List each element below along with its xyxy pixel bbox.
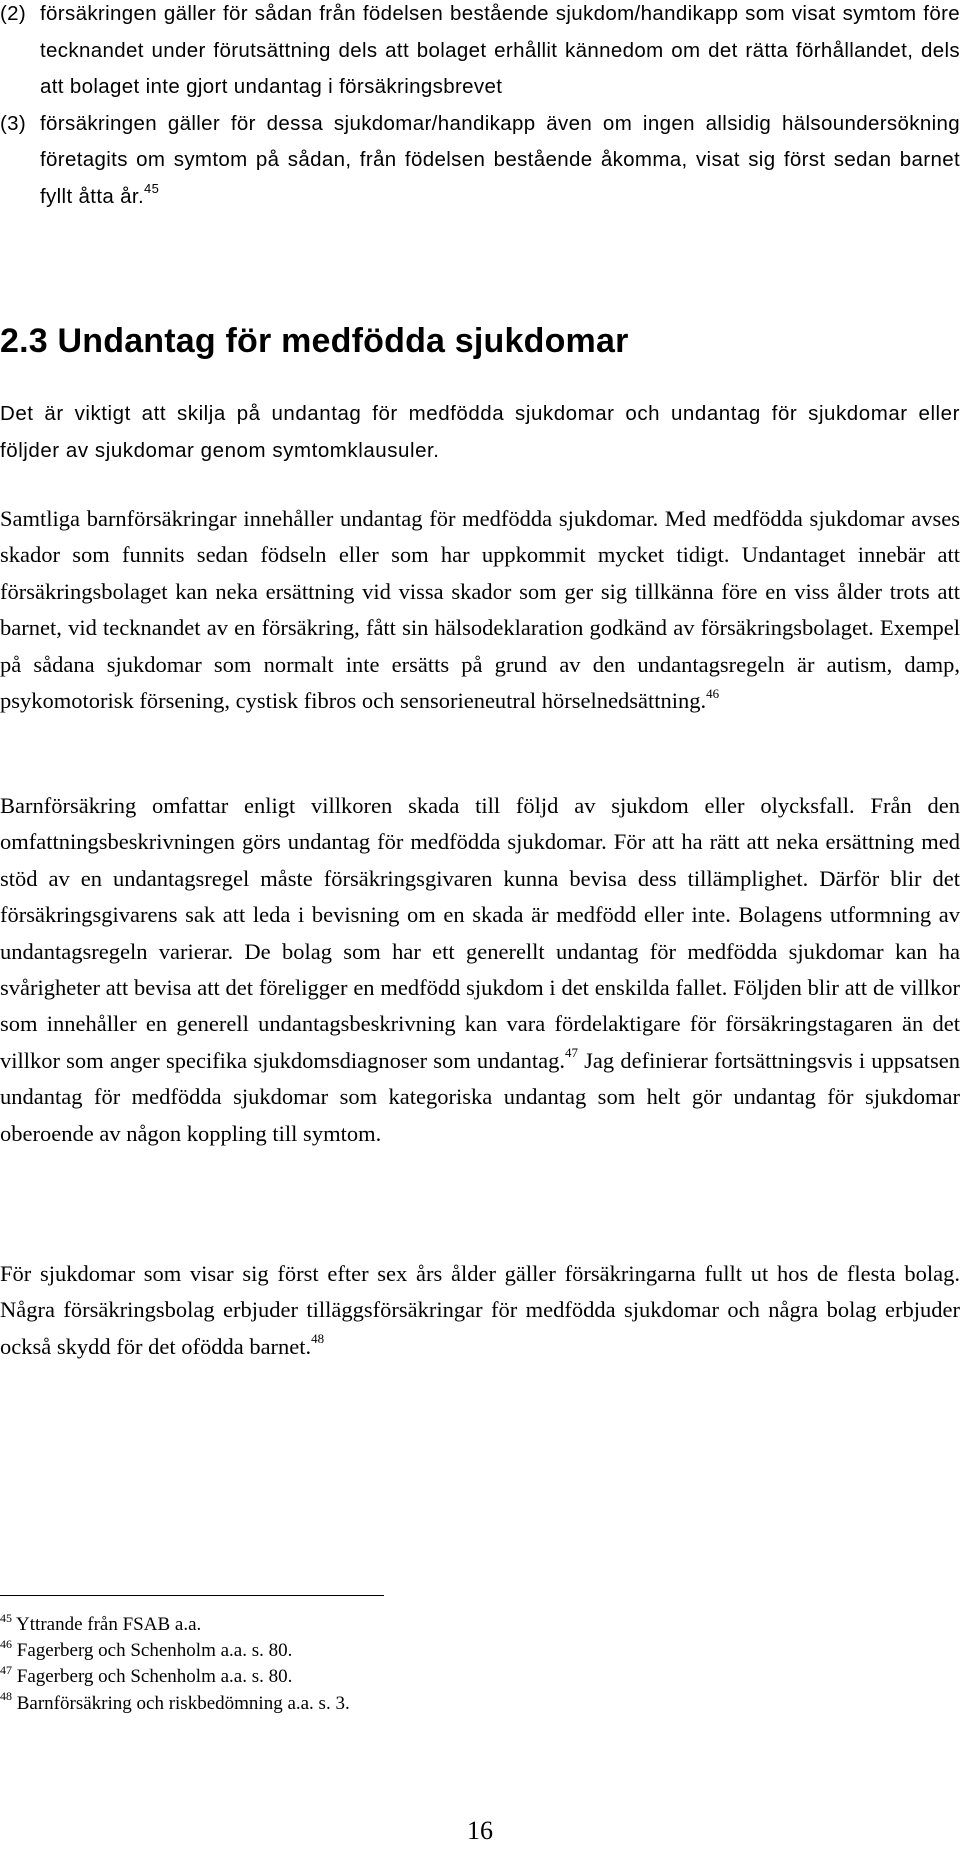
footnote-text: Fagerberg och Schenholm a.a. s. 80. [16,1640,293,1662]
paragraph [0,396,960,469]
footnote [0,1612,350,1638]
paragraph [0,788,960,1152]
paragraph-text: Barnförsäkring omfattar enligt villkoren skada till följd av sjukdom eller olycksfall. Från den omfattningsbeskrivningen görs undantag för medfödda sjukdomar. För att ha rätt att neka ersättning med stöd av en undantagsregel måste försäkringsgivaren kunna bevisa dess tillämplighet. Därför blir det försäkringsgivarens sak att leda i bevisning om en skada är medfödd eller inte. Bolagens utformning av undantagsregeln varierar. De bolag som har ett generellt undantag för medfödda sjukdomar kan ha svårigheter att bevisa att det föreligger en medfödd sjukdom i det enskilda fallet. Följden blir att de villkor som innehåller en generell undantagsbeskrivning kan vara fördelaktigare för försäkringstagaren än det villkor som anger specifika sjukdomsdiagnoser som undantag. [0,793,960,1073]
footnote [0,1664,350,1690]
footnote-number: 48 [0,1689,12,1704]
list-item-text: försäkringen gäller för sådan från födelsen bestående sjukdom/handikapp som visat symtom före tecknandet under förutsättning dels att bolaget erhållit kännedom om det rätta förhållandet, dels att bolaget inte gjort undantag i försäkringsbrevet [40,2,960,98]
paragraph [0,501,960,719]
footnote-text: Fagerberg och Schenholm a.a. s. 80. [16,1666,293,1688]
paragraph-text: För sjukdomar som visar sig först efter sex års ålder gäller försäkringarna fullt ut hos de flesta bolag. Några försäkringsbolag erbjuder tilläggsförsäkringar för medfödda sjukdomar och några bolag erbjuder också skydd för det ofödda barnet. [0,1261,960,1359]
footnote-number: 45 [0,1610,12,1625]
footnote-ref[interactable]: 47 [565,1045,579,1061]
footnote [0,1691,350,1717]
footnote-separator [0,1595,384,1596]
footnotes [0,1612,350,1717]
paragraph-text-continued: Jag definierar fortsättningsvis i uppsatsen undantag för medfödda sjukdomar som kategoriska undantag som helt gör undantag för sjukdomar oberoende av någon koppling till symtom. [0,1047,960,1146]
page-number: 16 [467,1816,493,1845]
list-item [0,0,960,106]
footnote [0,1638,350,1664]
list-item-number: (2) [0,2,27,25]
footnote-ref[interactable]: 45 [144,180,160,196]
list-item-text: försäkringen gäller för dessa sjukdomar/handikapp även om ingen allsidig hälsoundersökning företagits om symtom på sådan, från födelsen bestående åkomma, visat sig först sedan barnet fyllt åtta år. [40,111,960,208]
footnote-number: 47 [0,1663,12,1678]
paragraph [0,1256,960,1365]
footnote-text: Yttrande från FSAB a.a. [16,1614,202,1635]
paragraph-text: Samtliga barnförsäkringar innehåller undantag för medfödda sjukdomar. Med medfödda sjukdomar avses skador som funnits sedan födseln eller som har uppkommit mycket tidigt. Undantaget innebär att försäkringsbolaget kan neka ersättning vid vissa skador som ger sig tillkänna före en viss ålder trots att barnet, vid tecknandet av en försäkring, fått sin hälsodeklaration godkänd av försäkringsbolaget. Exempel på sådana sjukdomar som normalt inte ersätts på grund av den undantagsregeln är autism, damp, psykomotorisk försening, cystisk fibros och sensorieneutral hörselnedsättning. [0,506,960,714]
list-item [0,106,960,216]
section-heading: 2.3 Undantag för medfödda sjukdomar [0,322,629,360]
footnote-text: Barnförsäkring och riskbedömning a.a. s. 3. [16,1692,350,1714]
footnote-ref[interactable]: 48 [311,1331,325,1347]
footnote-number: 46 [0,1636,12,1651]
paragraph-text: Det är viktigt att skilja på undantag för medfödda sjukdomar och undantag för sjukdomar eller följder av sjukdomar genom symtomklausuler. [0,402,960,462]
list-item-number: (3) [0,111,27,135]
footnote-ref[interactable]: 46 [706,685,720,701]
numbered-list [0,0,960,215]
